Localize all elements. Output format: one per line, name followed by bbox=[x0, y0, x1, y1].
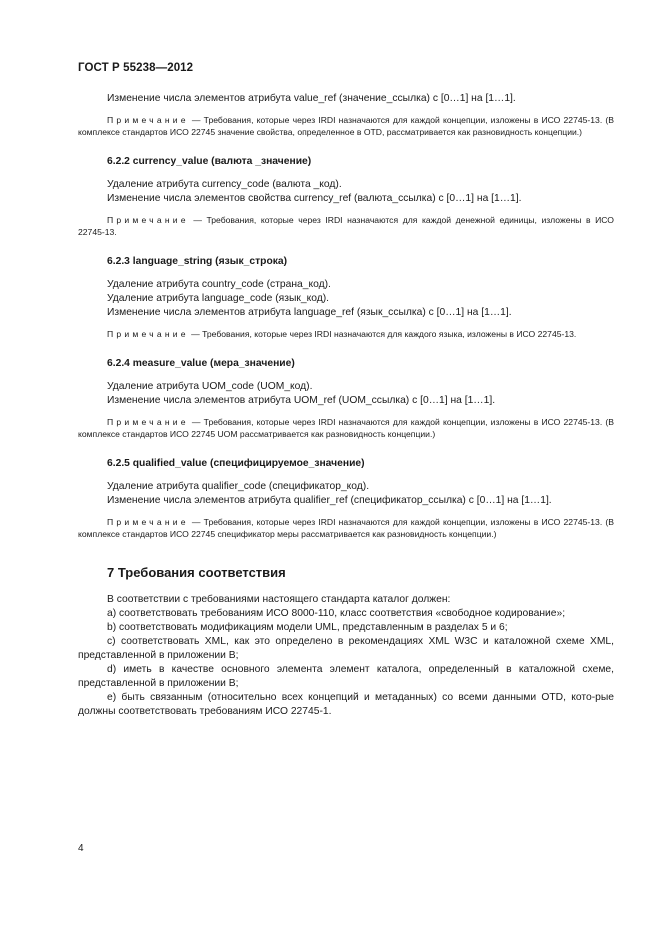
body-paragraph: В соответствии с требованиями настоящего стандарта каталог должен: bbox=[107, 594, 451, 605]
note-label: Примечание bbox=[107, 517, 189, 527]
note-text: — Требования, которые через IRDI назначаются для каждой денежной единицы, изложены в ИСО 22745-13. bbox=[78, 215, 614, 237]
subsection-heading-6-2-5: 6.2.5 qualified_value (специфицируемое_значение) bbox=[107, 458, 365, 469]
body-paragraph: Удаление атрибута country_code (страна_код). bbox=[107, 279, 331, 290]
body-paragraph: Изменение числа элементов атрибута language_ref (язык_ссылка) с [0…1] на [1…1]. bbox=[107, 307, 512, 318]
list-item: c) соответствовать XML, как это определено в рекомендациях XML W3C и каталожной схеме XML, представленной в приложении В; bbox=[78, 636, 614, 661]
note-label: Примечание bbox=[107, 215, 189, 225]
note-label: Примечание bbox=[107, 329, 189, 339]
body-paragraph: Изменение числа элементов атрибута qualifier_ref (спецификатор_ссылка) с [0…1] на [1…1]. bbox=[107, 495, 552, 506]
body-paragraph: Изменение числа элементов атрибута value_ref (значение_ссылка) с [0…1] на [1…1]. bbox=[107, 93, 516, 104]
subsection-heading-6-2-3: 6.2.3 language_string (язык_строка) bbox=[107, 256, 288, 267]
page-number: 4 bbox=[78, 843, 84, 854]
subsection-heading-6-2-4: 6.2.4 measure_value (мера_значение) bbox=[107, 358, 295, 369]
body-paragraph: Удаление атрибута UOM_code (UOM_код). bbox=[107, 381, 313, 392]
body-paragraph: Изменение числа элементов атрибута UOM_ref (UOM_ссылка) с [0…1] на [1…1]. bbox=[107, 395, 496, 406]
note-paragraph bbox=[78, 416, 614, 440]
list-item: b) соответствовать модификациям модели UML, представленным в разделах 5 и 6; bbox=[107, 622, 508, 633]
list-item: d) иметь в качестве основного элемента элемент каталога, определенный в каталожной схеме, представленной в приложении В; bbox=[78, 664, 614, 689]
note-label: Примечание bbox=[107, 417, 189, 427]
body-paragraph: Удаление атрибута currency_code (валюта _код). bbox=[107, 179, 342, 190]
note-text: — Требования, которые через IRDI назначаются для каждой концепции, изложены в ИСО 22745-13. (В комплексе стандартов ИСО 22745 значение свойства, определенное в OTD, рассматривается как разновидность концепции.) bbox=[78, 115, 614, 137]
note-text: — Требования, которые через IRDI назначаются для каждой концепции, изложены в ИСО 22745-13. (В комплексе стандартов ИСО 22745 UOM рассматривается как разновидность концепции.) bbox=[78, 417, 614, 439]
subsection-heading-6-2-2: 6.2.2 currency_value (валюта _значение) bbox=[107, 156, 312, 167]
body-paragraph: Удаление атрибута language_code (язык_код). bbox=[107, 293, 330, 304]
note-paragraph bbox=[78, 214, 614, 238]
section-heading-7: 7 Требования соответствия bbox=[107, 565, 286, 580]
note-label: Примечание bbox=[107, 115, 189, 125]
note-paragraph bbox=[78, 114, 614, 138]
note-text: — Требования, которые через IRDI назначаются для каждой концепции, изложены в ИСО 22745-13. (В комплексе стандартов ИСО 22745 спецификатор меры рассматривается как разновидность концепции.) bbox=[78, 517, 614, 539]
standard-header: ГОСТ Р 55238—2012 bbox=[78, 62, 194, 74]
list-item: a) соответствовать требованиям ИСО 8000-110, класс соответствия «свободное кодирование»; bbox=[107, 608, 566, 619]
document-body bbox=[78, 92, 614, 719]
note-paragraph bbox=[78, 328, 614, 340]
note-paragraph bbox=[78, 516, 614, 540]
note-text: — Требования, которые через IRDI назначаются для каждого языка, изложены в ИСО 22745-13. bbox=[191, 329, 577, 339]
body-paragraph: Удаление атрибута qualifier_code (спецификатор_код). bbox=[107, 481, 370, 492]
body-paragraph: Изменение числа элементов свойства currency_ref (валюта_ссылка) с [0…1] на [1…1]. bbox=[107, 193, 522, 204]
list-item: e) быть связанным (относительно всех концепций и метаданных) со всеми данными OTD, кото-рые должны соответствовать требованиям ИСО 22745-1. bbox=[78, 692, 614, 717]
